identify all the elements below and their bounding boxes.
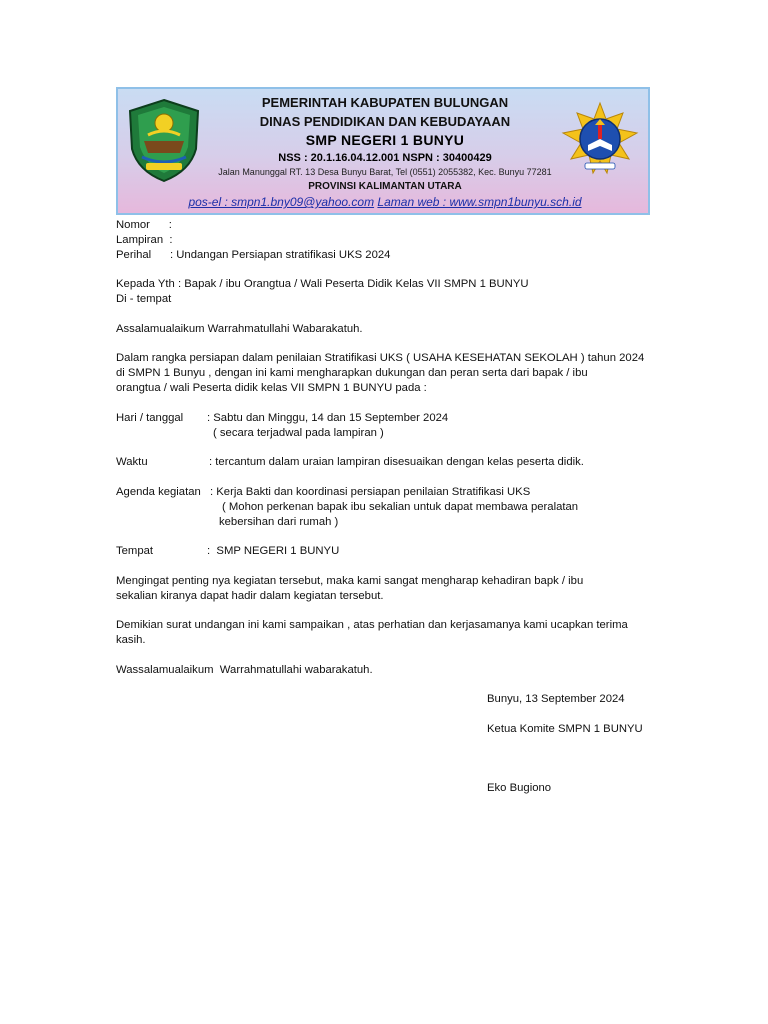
waktu-label: Waktu — [116, 456, 148, 468]
waktu-value: : tercantum dalam uraian lampiran disesuaikan dengan kelas peserta didik. — [209, 456, 584, 468]
letterhead-banner — [116, 87, 650, 215]
hari-value: : Sabtu dan Minggu, 14 dan 15 September 2024 — [207, 412, 449, 424]
agenda-note: kebersihan dari rumah ) — [219, 516, 339, 528]
signature-date: Bunyu, 13 September 2024 — [487, 693, 625, 705]
recipient-line: Kepada Yth : Bapak / ibu Orangtua / Wali Peserta Didik Kelas VII SMPN 1 BUNYU — [116, 278, 529, 290]
tempat-label: Tempat — [116, 545, 154, 557]
agenda-value: : Kerja Bakti dan koordinasi persiapan penilaian Stratifikasi UKS — [210, 486, 531, 498]
letterhead-school-name: SMP NEGERI 1 BUNYU — [305, 132, 465, 148]
perihal-field: Perihal : Undangan Persiapan stratifikasi UKS 2024 — [116, 249, 391, 261]
recipient-place: Di - tempat — [116, 293, 172, 305]
opening-greeting: Assalamualaikum Warrahmatullahi Wabarakatuh. — [116, 323, 363, 335]
letterhead-department-line: DINAS PENDIDIKAN DAN KEBUDAYAAN — [259, 114, 511, 129]
closing-paragraph-line: sekalian kiranya dapat hadir dalam kegiatan tersebut. — [116, 590, 384, 602]
intro-line: orangtua / wali Peserta didik kelas VII SMPN 1 BUNYU pada : — [116, 382, 427, 394]
letterhead-address: Jalan Manunggal RT. 13 Desa Bunyu Barat, Tel (0551) 2055382, Kec. Bunyu 77281 — [218, 167, 552, 177]
closing-greeting: Wassalamualaikum Warrahmatullahi wabarakatuh. — [116, 664, 373, 676]
letterhead-email-link[interactable]: pos-el : smpn1.bny09@yahoo.com — [188, 195, 375, 209]
letterhead-government-line: PEMERINTAH KABUPATEN BULUNGAN — [261, 95, 509, 110]
thanks-paragraph-line: kasih. — [116, 634, 146, 646]
agenda-label: Agenda kegiatan — [116, 486, 201, 498]
nomor-field: Nomor : — [116, 219, 172, 231]
agenda-note: ( Mohon perkenan bapak ibu sekalian untuk dapat membawa peralatan — [222, 501, 579, 513]
hari-note: ( secara terjadwal pada lampiran ) — [213, 427, 384, 439]
hari-label: Hari / tanggal — [116, 412, 184, 424]
closing-paragraph-line: Mengingat penting nya kegiatan tersebut, maka kami sangat mengharap kehadiran bapk / ibu — [116, 575, 584, 587]
signature-name: Eko Bugiono — [487, 782, 552, 794]
letterhead-nss-npsn: NSS : 20.1.16.04.12.001 NSPN : 30400429 — [278, 152, 492, 164]
letterhead-province: PROVINSI KALIMANTAN UTARA — [308, 181, 462, 192]
thanks-paragraph-line: Demikian surat undangan ini kami sampaikan , atas perhatian dan kerjasamanya kami ucapkan terima — [116, 619, 628, 631]
tempat-value: : SMP NEGERI 1 BUNYU — [207, 545, 340, 557]
letterhead-contact-line — [118, 195, 650, 209]
intro-line: di SMPN 1 Bunyu , dengan ini kami mengharapkan dukungan dan peran serta dari bapak / ibu — [116, 367, 588, 379]
intro-line: Dalam rangka persiapan dalam penilaian Stratifikasi UKS ( USAHA KESEHATAN SEKOLAH ) tahun 2024 — [116, 352, 645, 364]
signature-position: Ketua Komite SMPN 1 BUNYU — [487, 723, 643, 735]
lampiran-field: Lampiran : — [116, 234, 173, 246]
letterhead-website-link[interactable]: Laman web : www.smpn1bunyu.sch.id — [377, 195, 582, 209]
